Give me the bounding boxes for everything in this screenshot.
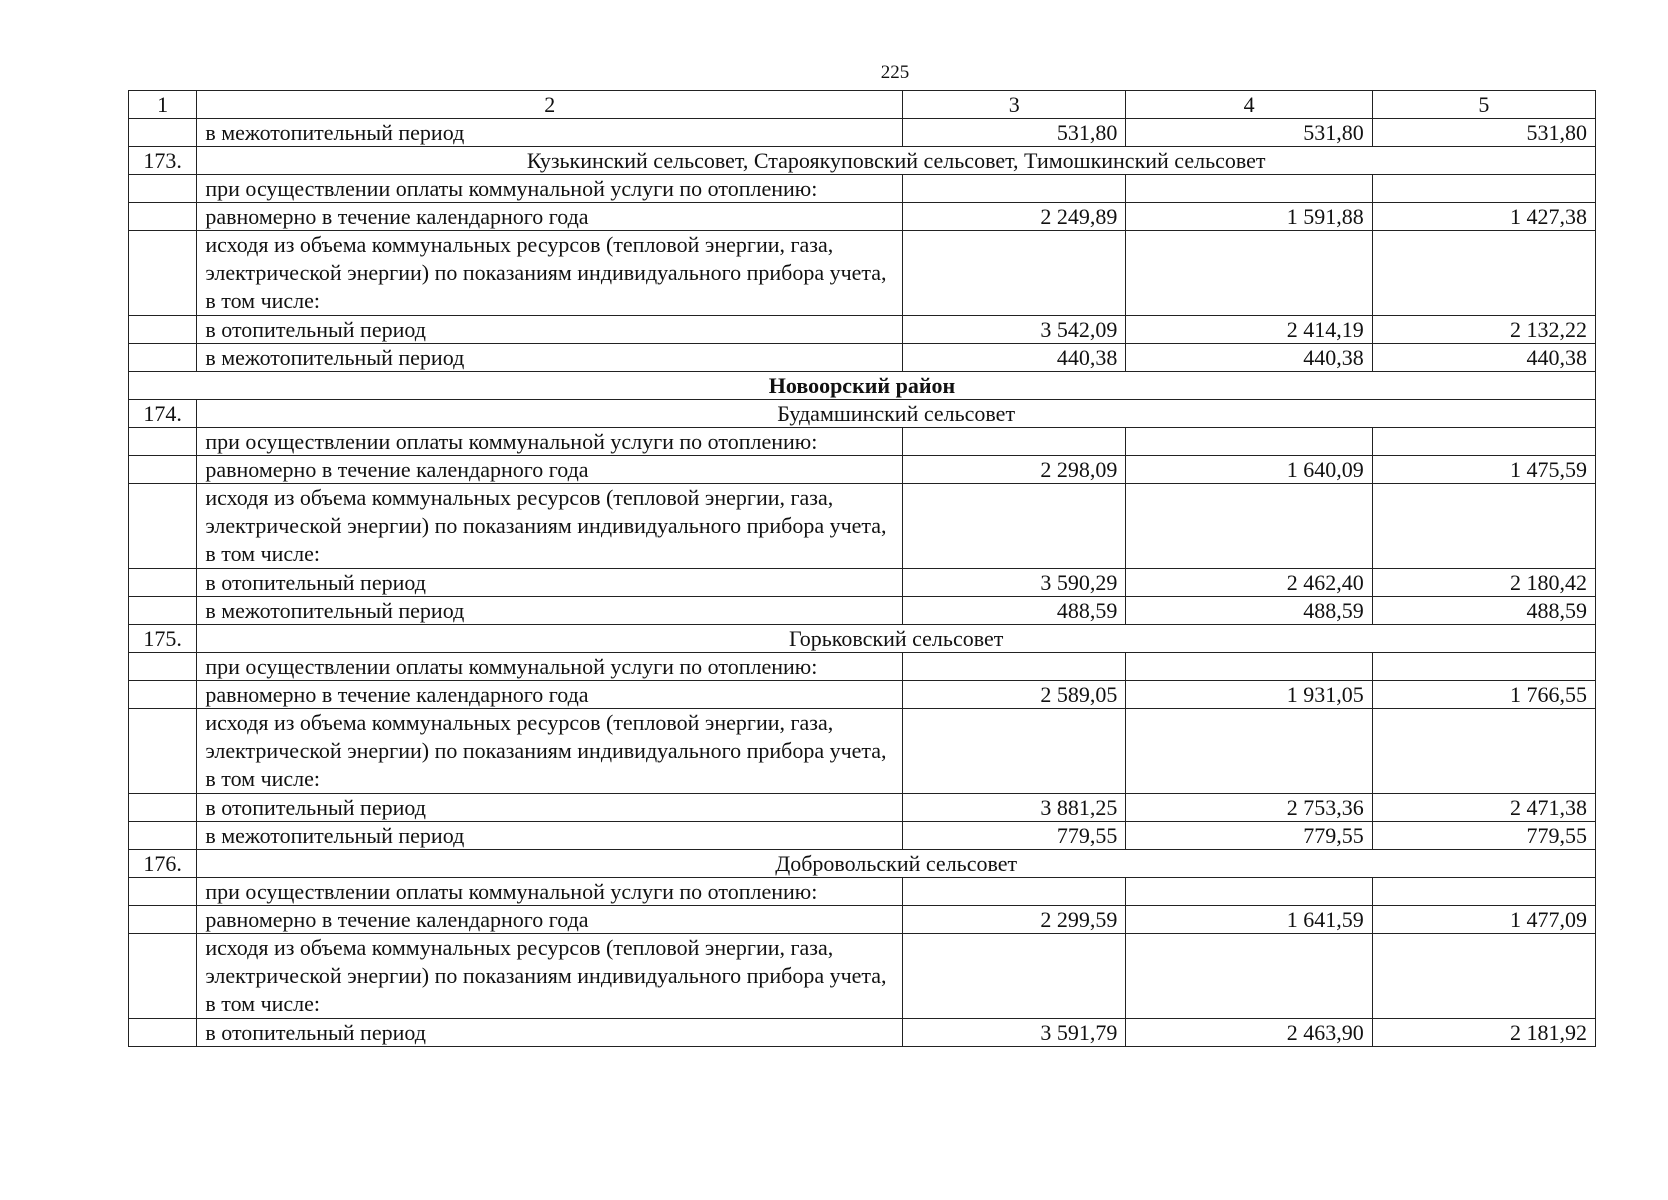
- district-row: [129, 372, 1596, 400]
- value-cell: [1372, 709, 1595, 794]
- table-row: [129, 794, 1596, 822]
- value-cell: 3 881,25: [903, 794, 1126, 822]
- row-number-cell: [129, 794, 197, 822]
- row-label: при осуществлении оплаты коммунальной услуги по отоплению:: [197, 653, 903, 681]
- value-cell: 488,59: [1126, 597, 1372, 625]
- value-cell: 779,55: [903, 822, 1126, 850]
- table-row: [129, 906, 1596, 934]
- value-cell: 2 180,42: [1372, 569, 1595, 597]
- value-cell: 779,55: [1372, 822, 1595, 850]
- section-number: 173.: [129, 147, 197, 175]
- value-cell: [1372, 484, 1595, 569]
- value-cell: [1372, 878, 1595, 906]
- row-number-cell: [129, 934, 197, 1019]
- value-cell: 440,38: [1126, 344, 1372, 372]
- value-cell: [903, 934, 1126, 1019]
- value-cell: 1 931,05: [1126, 681, 1372, 709]
- value-cell: [1126, 175, 1372, 203]
- value-cell: 488,59: [1372, 597, 1595, 625]
- value-cell: 2 181,92: [1372, 1019, 1595, 1047]
- value-cell: 1 591,88: [1126, 203, 1372, 231]
- value-cell: [903, 175, 1126, 203]
- value-cell: 440,38: [903, 344, 1126, 372]
- section-title: Кузькинский сельсовет, Староякуповский сельсовет, Тимошкинский сельсовет: [197, 147, 1596, 175]
- row-label: в отопительный период: [197, 569, 903, 597]
- row-number-cell: [129, 906, 197, 934]
- row-number-cell: [129, 428, 197, 456]
- row-number-cell: [129, 709, 197, 794]
- table-row: [129, 231, 1596, 316]
- column-header: 5: [1372, 91, 1595, 119]
- value-cell: 1 427,38: [1372, 203, 1595, 231]
- row-number-cell: [129, 822, 197, 850]
- row-label: в межотопительный период: [197, 597, 903, 625]
- value-cell: [1126, 878, 1372, 906]
- value-cell: [1372, 934, 1595, 1019]
- table-row: [129, 428, 1596, 456]
- table-row: [129, 653, 1596, 681]
- row-number-cell: [129, 597, 197, 625]
- value-cell: [1372, 428, 1595, 456]
- row-label: при осуществлении оплаты коммунальной услуги по отоплению:: [197, 428, 903, 456]
- district-title: Новоорский район: [129, 372, 1596, 400]
- table-row: [129, 934, 1596, 1019]
- section-title: Горьковский сельсовет: [197, 625, 1596, 653]
- row-number-cell: [129, 175, 197, 203]
- value-cell: [1126, 428, 1372, 456]
- value-cell: 531,80: [1372, 119, 1595, 147]
- tariff-table: [128, 90, 1596, 1047]
- table-row: [129, 878, 1596, 906]
- table-row: [129, 344, 1596, 372]
- value-cell: 440,38: [1372, 344, 1595, 372]
- value-cell: 2 414,19: [1126, 316, 1372, 344]
- section-title: Будамшинский сельсовет: [197, 400, 1596, 428]
- value-cell: 1 641,59: [1126, 906, 1372, 934]
- table-row: [129, 569, 1596, 597]
- table-row: [129, 1019, 1596, 1047]
- row-label: в межотопительный период: [197, 119, 903, 147]
- row-number-cell: [129, 456, 197, 484]
- value-cell: 2 463,90: [1126, 1019, 1372, 1047]
- table-row: [129, 203, 1596, 231]
- value-cell: [1126, 653, 1372, 681]
- row-number-cell: [129, 316, 197, 344]
- table-row: [129, 597, 1596, 625]
- value-cell: 2 753,36: [1126, 794, 1372, 822]
- row-label: в отопительный период: [197, 794, 903, 822]
- value-cell: [903, 878, 1126, 906]
- row-label: в межотопительный период: [197, 822, 903, 850]
- table-row: [129, 709, 1596, 794]
- row-label: при осуществлении оплаты коммунальной услуги по отоплению:: [197, 878, 903, 906]
- column-header: 3: [903, 91, 1126, 119]
- section-title-row: [129, 625, 1596, 653]
- value-cell: 2 299,59: [903, 906, 1126, 934]
- section-title-row: [129, 400, 1596, 428]
- value-cell: [1372, 175, 1595, 203]
- row-label: равномерно в течение календарного года: [197, 456, 903, 484]
- row-label: исходя из объема коммунальных ресурсов (тепловой энергии, газа, электрической энергии) по показаниям индивидуального прибора учета, в том числе:: [197, 709, 903, 794]
- section-title-row: [129, 147, 1596, 175]
- row-label: равномерно в течение календарного года: [197, 906, 903, 934]
- value-cell: [903, 484, 1126, 569]
- value-cell: 3 590,29: [903, 569, 1126, 597]
- value-cell: [1372, 653, 1595, 681]
- row-number-cell: [129, 231, 197, 316]
- value-cell: 3 591,79: [903, 1019, 1126, 1047]
- value-cell: 2 132,22: [1372, 316, 1595, 344]
- table-row: [129, 822, 1596, 850]
- row-number-cell: [129, 653, 197, 681]
- page-number: 225: [880, 62, 910, 83]
- value-cell: 779,55: [1126, 822, 1372, 850]
- value-cell: [903, 653, 1126, 681]
- section-number: 174.: [129, 400, 197, 428]
- value-cell: 488,59: [903, 597, 1126, 625]
- row-number-cell: [129, 878, 197, 906]
- value-cell: 1 640,09: [1126, 456, 1372, 484]
- value-cell: 2 298,09: [903, 456, 1126, 484]
- row-label: в отопительный период: [197, 1019, 903, 1047]
- row-label: исходя из объема коммунальных ресурсов (тепловой энергии, газа, электрической энергии) по показаниям индивидуального прибора учета, в том числе:: [197, 231, 903, 316]
- column-header-row: [129, 91, 1596, 119]
- row-label: исходя из объема коммунальных ресурсов (тепловой энергии, газа, электрической энергии) по показаниям индивидуального прибора учета, в том числе:: [197, 484, 903, 569]
- row-label: равномерно в течение календарного года: [197, 681, 903, 709]
- column-header: 1: [129, 91, 197, 119]
- value-cell: 2 249,89: [903, 203, 1126, 231]
- value-cell: 531,80: [1126, 119, 1372, 147]
- row-label: равномерно в течение календарного года: [197, 203, 903, 231]
- row-number-cell: [129, 344, 197, 372]
- value-cell: 2 462,40: [1126, 569, 1372, 597]
- row-number-cell: [129, 569, 197, 597]
- value-cell: [1126, 231, 1372, 316]
- value-cell: [903, 709, 1126, 794]
- row-label: при осуществлении оплаты коммунальной услуги по отоплению:: [197, 175, 903, 203]
- value-cell: 531,80: [903, 119, 1126, 147]
- row-number-cell: [129, 119, 197, 147]
- value-cell: 3 542,09: [903, 316, 1126, 344]
- value-cell: 1 475,59: [1372, 456, 1595, 484]
- column-header: 4: [1126, 91, 1372, 119]
- table-row: [129, 175, 1596, 203]
- table-row: [129, 316, 1596, 344]
- value-cell: [1126, 934, 1372, 1019]
- section-number: 176.: [129, 850, 197, 878]
- row-number-cell: [129, 203, 197, 231]
- section-title-row: [129, 850, 1596, 878]
- row-label: в отопительный период: [197, 316, 903, 344]
- row-number-cell: [129, 681, 197, 709]
- row-number-cell: [129, 1019, 197, 1047]
- table-row: [129, 484, 1596, 569]
- value-cell: 1 766,55: [1372, 681, 1595, 709]
- value-cell: 2 589,05: [903, 681, 1126, 709]
- value-cell: 1 477,09: [1372, 906, 1595, 934]
- value-cell: [1372, 231, 1595, 316]
- value-cell: [903, 428, 1126, 456]
- table-row: [129, 119, 1596, 147]
- section-number: 175.: [129, 625, 197, 653]
- row-number-cell: [129, 484, 197, 569]
- row-label: исходя из объема коммунальных ресурсов (тепловой энергии, газа, электрической энергии) по показаниям индивидуального прибора учета, в том числе:: [197, 934, 903, 1019]
- section-title: Добровольский сельсовет: [197, 850, 1596, 878]
- table-row: [129, 681, 1596, 709]
- column-header: 2: [197, 91, 903, 119]
- value-cell: [1126, 484, 1372, 569]
- row-label: в межотопительный период: [197, 344, 903, 372]
- value-cell: [1126, 709, 1372, 794]
- table-row: [129, 456, 1596, 484]
- value-cell: 2 471,38: [1372, 794, 1595, 822]
- value-cell: [903, 231, 1126, 316]
